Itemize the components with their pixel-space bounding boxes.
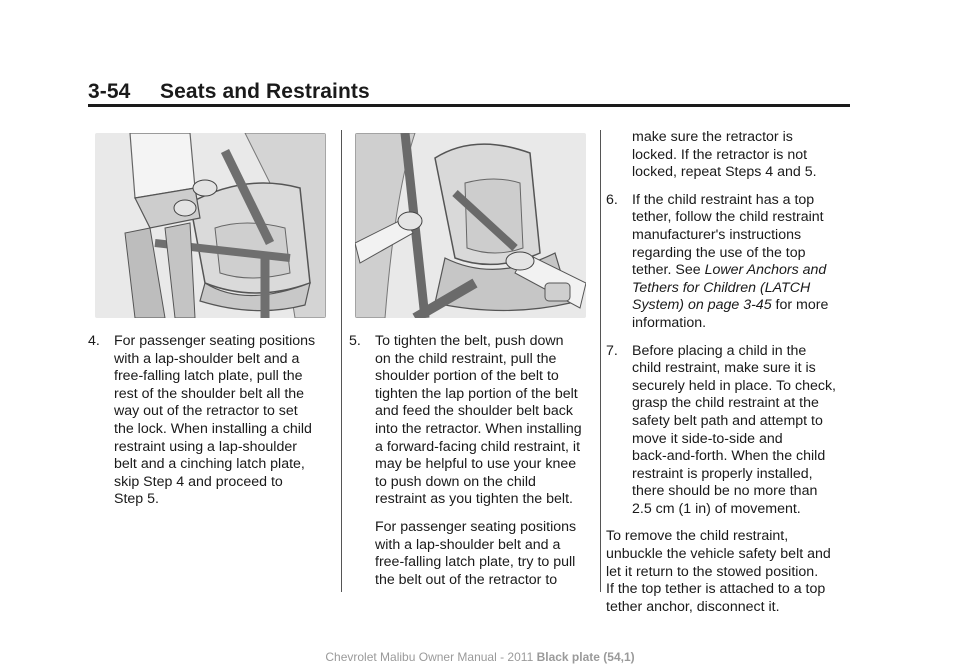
text-line: there should be no more than <box>632 483 818 500</box>
text-line: restraint is properly installed, <box>632 465 813 482</box>
page-number: 3-54 <box>88 80 131 103</box>
figure-tighten-belt <box>355 133 586 318</box>
text-line: tether, follow the child restraint <box>632 209 824 226</box>
column-1 <box>88 333 338 519</box>
text-line <box>632 297 828 315</box>
text-line: belt and a cinching latch plate, <box>114 456 305 473</box>
header-rule <box>88 104 850 107</box>
step-number: 5. <box>349 333 361 349</box>
text-line: move it side-to-side and <box>632 430 783 447</box>
page-footer <box>0 650 960 664</box>
text-line: tether anchor, disconnect it. <box>606 598 780 615</box>
text-line: free-falling latch plate, try to pull <box>375 554 576 571</box>
footer-manual-title: Chevrolet Malibu Owner Manual - 2011 <box>325 650 537 664</box>
illustration-push-down <box>355 133 586 318</box>
step-5 <box>349 333 597 509</box>
text-line: locked. If the retractor is not <box>632 146 808 163</box>
text-line: shoulder portion of the belt to <box>375 368 559 385</box>
text-line: If the top tether is attached to a top <box>606 581 826 598</box>
step-5-continued <box>632 129 856 182</box>
text-line: information. <box>632 314 707 331</box>
text-line: locked, repeat Steps 4 and 5. <box>632 164 817 181</box>
text-line: safety belt path and attempt to <box>632 412 823 429</box>
text-line: way out of the retractor to set <box>114 403 298 420</box>
footer-plate: Black plate (54,1) <box>536 650 635 664</box>
text-line: restraint as you tighten the belt. <box>375 491 573 508</box>
text-line: securely held in place. To check, <box>632 377 836 394</box>
column-divider-left <box>341 130 342 592</box>
text-line <box>632 262 828 280</box>
figure-lap-shoulder-belt <box>95 133 326 318</box>
column-divider-right <box>600 130 601 592</box>
section-title: Seats and Restraints <box>160 80 370 103</box>
step-number: 7. <box>606 342 618 359</box>
text-line: rest of the shoulder belt all the <box>114 385 305 402</box>
text-line: To remove the child restraint, <box>606 528 789 545</box>
step-text <box>632 192 828 333</box>
text-line: restraint using a lap-shoulder <box>114 438 297 455</box>
text-line: to push down on the child <box>375 473 536 490</box>
text-line: grasp the child restraint at the <box>632 395 819 412</box>
text-line: manufacturer's instructions <box>632 226 802 243</box>
text-line: For passenger seating positions <box>114 333 316 349</box>
step-4 <box>88 333 338 509</box>
text-fragment: for more <box>775 297 829 314</box>
text-line: and feed the shoulder belt back <box>375 403 573 420</box>
page-header <box>88 80 850 104</box>
text-line: 2.5 cm (1 in) of movement. <box>632 500 801 517</box>
text-line: Step 5. <box>114 491 159 508</box>
text-line: with a lap-shoulder belt and a <box>114 350 300 367</box>
text-line: If the child restraint has a top <box>632 191 815 208</box>
text-line: may be helpful to use your knee <box>375 456 577 473</box>
text-line: skip Step 4 and proceed to <box>114 473 283 490</box>
column-3 <box>606 129 856 626</box>
text-line: unbuckle the vehicle safety belt and <box>606 546 831 563</box>
step-number: 4. <box>88 333 100 349</box>
cross-reference-link[interactable]: System) on page 3-45 <box>632 297 772 314</box>
column-2 <box>349 333 597 599</box>
illustration-belt-pull <box>95 133 326 318</box>
text-line: To tighten the belt, push down <box>375 333 564 349</box>
step-text <box>114 333 315 509</box>
text-line: let it return to the stowed position. <box>606 563 819 580</box>
text-line: on the child restraint, pull the <box>375 350 557 367</box>
step-7 <box>606 343 856 519</box>
text-line: tighten the lap portion of the belt <box>375 385 578 402</box>
text-line: For passenger seating positions <box>375 518 577 535</box>
step-text <box>375 333 582 509</box>
text-line: into the retractor. When installing <box>375 420 582 437</box>
text-line: the belt out of the retractor to <box>375 571 558 588</box>
text-line: regarding the use of the top <box>632 244 806 261</box>
text-line: a forward-facing child restraint, it <box>375 438 581 455</box>
cross-reference-link[interactable]: Lower Anchors and <box>704 262 827 279</box>
remove-restraint-paragraph <box>606 528 856 616</box>
cross-reference-link[interactable]: Tethers for Children (LATCH <box>632 279 811 296</box>
text-line: child restraint, make sure it is <box>632 360 816 377</box>
text-line: with a lap-shoulder belt and a <box>375 536 561 553</box>
step-5-paragraph-2 <box>375 519 597 589</box>
text-line: Before placing a child in the <box>632 342 807 359</box>
step-text <box>632 343 836 519</box>
text-line: the lock. When installing a child <box>114 420 312 437</box>
see-label: tether. See <box>632 262 701 279</box>
text-line: back-and-forth. When the child <box>632 448 826 465</box>
step-number: 6. <box>606 191 618 208</box>
step-6 <box>606 192 856 333</box>
text-line: free-falling latch plate, pull the <box>114 368 303 385</box>
text-line: make sure the retractor is <box>632 129 793 145</box>
